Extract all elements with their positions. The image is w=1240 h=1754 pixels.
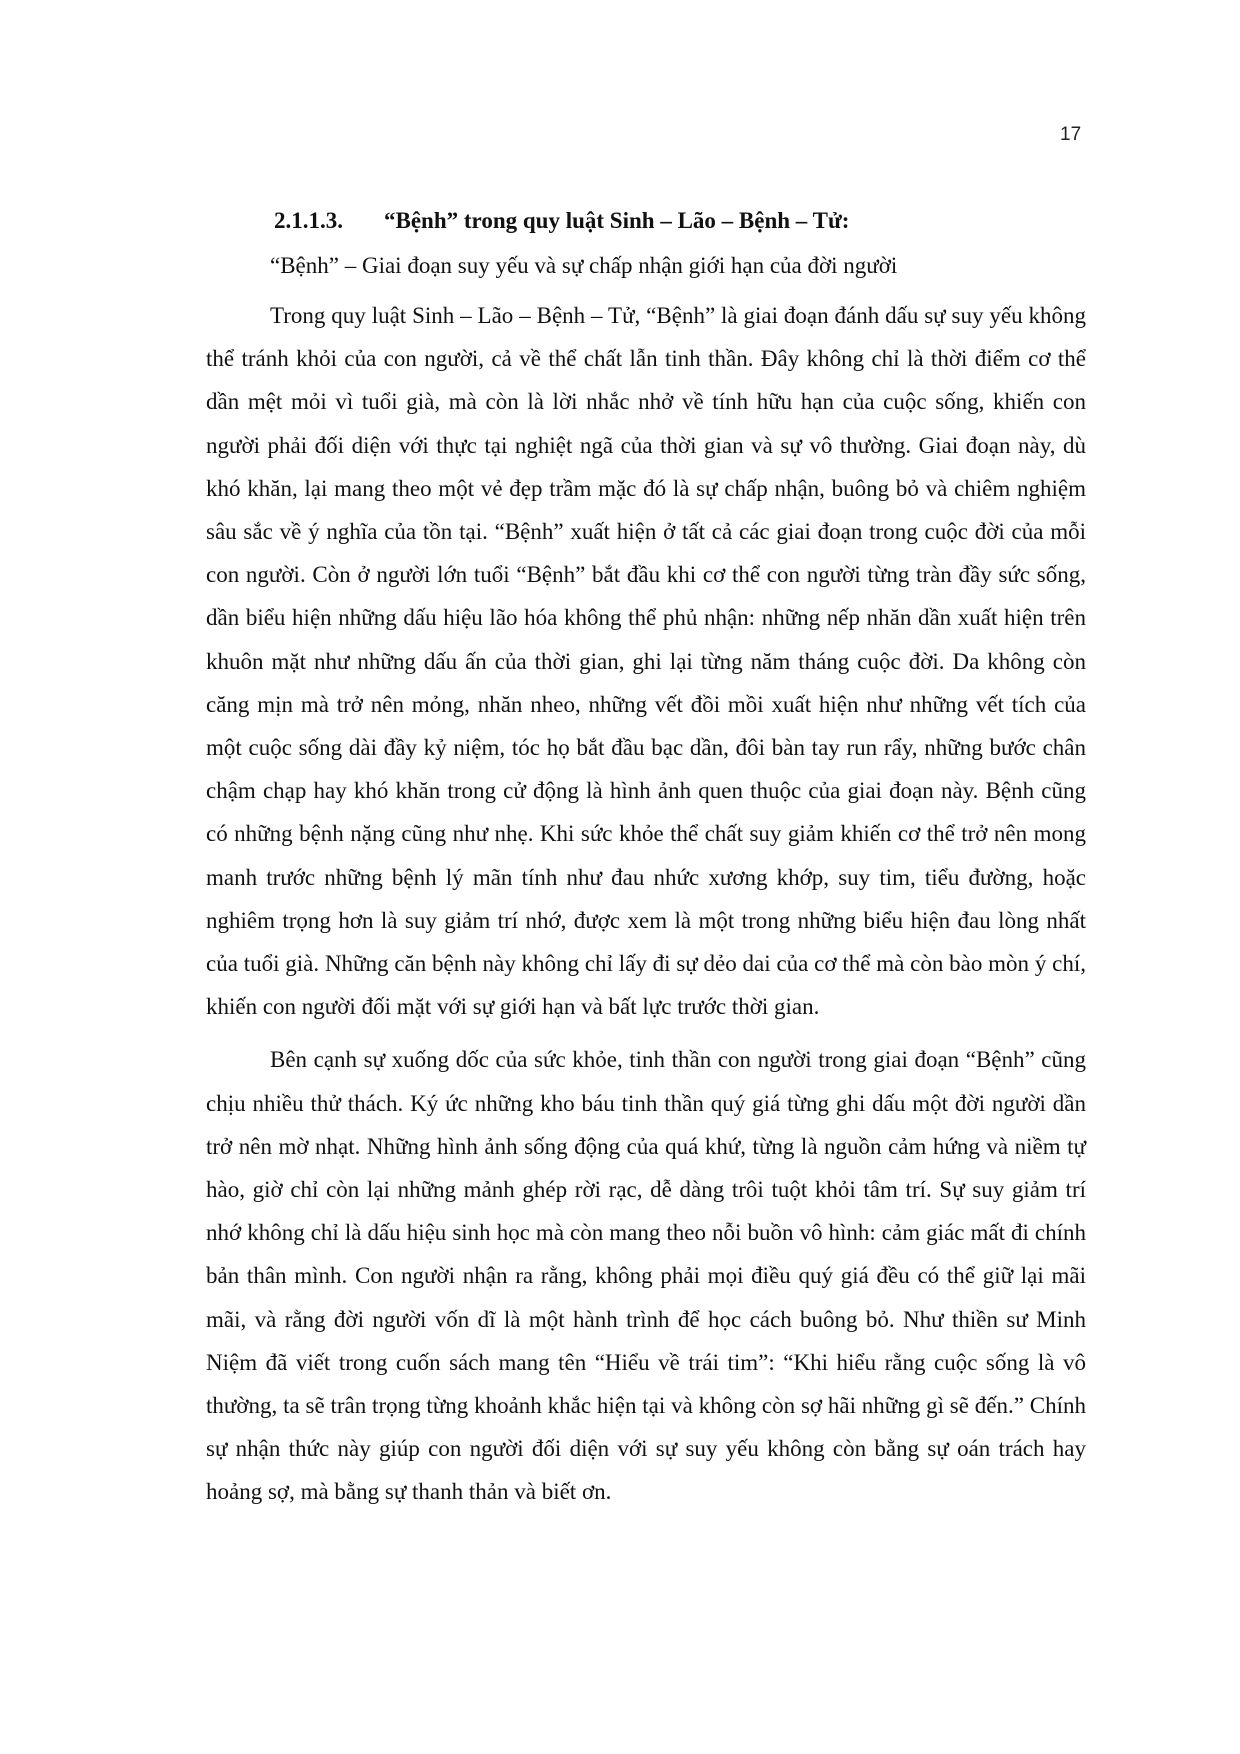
section-title: “Bệnh” trong quy luật Sinh – Lão – Bệnh – Tử:	[384, 208, 850, 233]
section-subtitle: “Bệnh” – Giai đoạn suy yếu và sự chấp nhận giới hạn của đời người	[270, 253, 898, 278]
paragraph: Bên cạnh sự xuống dốc của sức khỏe, tinh thần con người trong giai đoạn “Bệnh” cũng chịu nhiều thử thách. Ký ức những kho báu tinh thần quý giá từng ghi dấu một đời người dần trở nên mờ nhạt. Những hình ảnh sống động của quá khứ, từng là nguồn cảm hứng và niềm tự hào, giờ chỉ còn lại những mảnh ghép rời rạc, dễ dàng trôi tuột khỏi tâm trí. Sự suy giảm trí nhớ không chỉ là dấu hiệu sinh học mà còn mang theo nỗi buồn vô hình: cảm giác mất đi chính bản thân mình. Con người nhận ra rằng, không phải mọi điều quý giá đều có thể giữ lại mãi mãi, và rằng đời người vốn dĩ là một hành trình để học cách buông bỏ. Như thiền sư Minh Niệm đã viết trong cuốn sách mang tên “Hiểu về trái tim”: “Khi hiểu rằng cuộc sống là vô thường, ta sẽ trân trọng từng khoảnh khắc hiện tại và không còn sợ hãi những gì sẽ đến.” Chính sự nhận thức này giúp con người đối diện với sự suy yếu không còn bằng sự oán trách hay hoảng sợ, mà bằng sự thanh thản và biết ơn.	[206, 1047, 1086, 1505]
body-text	[206, 294, 1086, 1514]
page-number: 17	[1060, 124, 1082, 145]
section-heading	[274, 208, 849, 234]
paragraph: Trong quy luật Sinh – Lão – Bệnh – Tử, “Bệnh” là giai đoạn đánh dấu sự suy yếu không thể tránh khỏi của con người, cả về thể chất lẫn tinh thần. Đây không chỉ là thời điểm cơ thể dần mệt mỏi vì tuổi già, mà còn là lời nhắc nhở về tính hữu hạn của cuộc sống, khiến con người phải đối diện với thực tại nghiệt ngã của thời gian và sự vô thường. Giai đoạn này, dù khó khăn, lại mang theo một vẻ đẹp trầm mặc đó là sự chấp nhận, buông bỏ và chiêm nghiệm sâu sắc về ý nghĩa của tồn tại. “Bệnh” xuất hiện ở tất cả các giai đoạn trong cuộc đời của mỗi con người. Còn ở người lớn tuổi “Bệnh” bắt đầu khi cơ thể con người từng tràn đầy sức sống, dần biểu hiện những dấu hiệu lão hóa không thể phủ nhận: những nếp nhăn dần xuất hiện trên khuôn mặt như những dấu ấn của thời gian, ghi lại từng năm tháng cuộc đời. Da không còn căng mịn mà trở nên mỏng, nhăn nheo, những vết đồi mồi xuất hiện như những vết tích của một cuộc sống dài đầy kỷ niệm, tóc họ bắt đầu bạc dần, đôi bàn tay run rẩy, những bước chân chậm chạp hay khó khăn trong cử động là hình ảnh quen thuộc của giai đoạn này. Bệnh cũng có những bệnh nặng cũng như nhẹ. Khi sức khỏe thể chất suy giảm khiến cơ thể trở nên mong manh trước những bệnh lý mãn tính như đau nhức xương khớp, suy tim, tiểu đường, hoặc nghiêm trọng hơn là suy giảm trí nhớ, được xem là một trong những biểu hiện đau lòng nhất của tuổi già. Những căn bệnh này không chỉ lấy đi sự dẻo dai của cơ thể mà còn bào mòn ý chí, khiến con người đối mặt với sự giới hạn và bất lực trước thời gian.	[206, 303, 1086, 1020]
section-number: 2.1.1.3.	[274, 208, 343, 233]
